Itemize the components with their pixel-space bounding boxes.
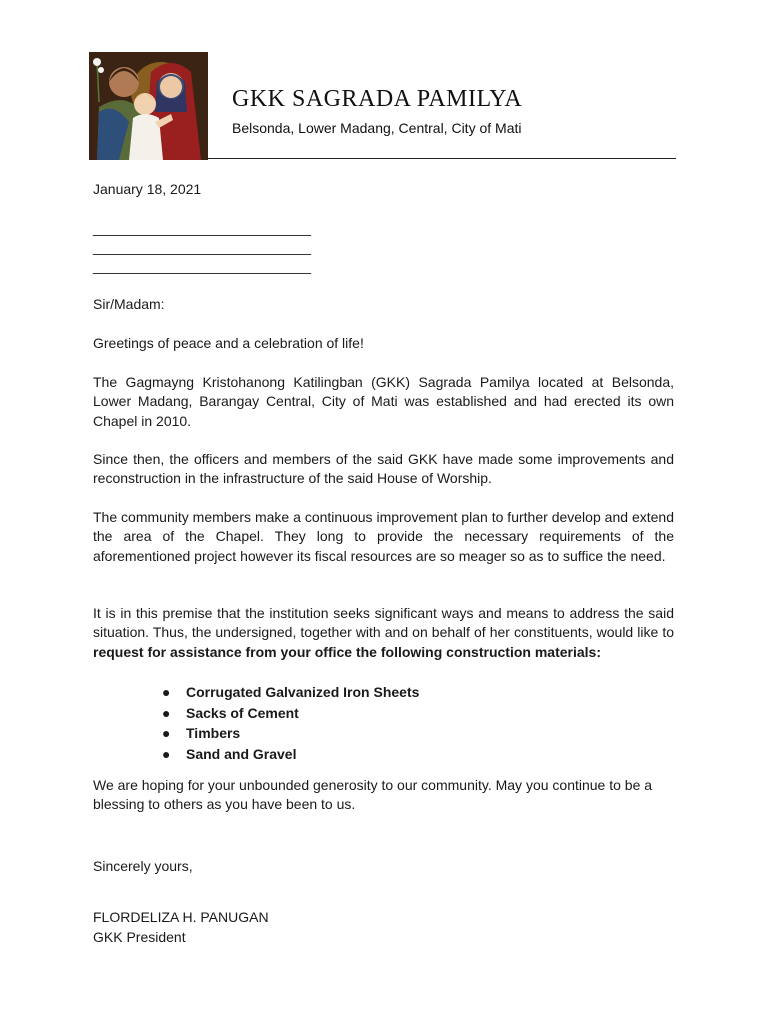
bullet-icon: ● [162, 684, 171, 700]
request-text: It is in this premise that the institution seeks significant ways and means to address the said situation. Thus, the undersigned, together with and on behalf of her constituents, would like to [93, 605, 674, 641]
list-item [150, 703, 419, 724]
bullet-icon: ● [162, 704, 171, 721]
signatory-title: GKK President [93, 929, 186, 945]
material-label: Timbers [186, 725, 241, 741]
recipient-block [93, 219, 674, 276]
material-label: Sand and Gravel [186, 745, 297, 762]
paragraph-improvements: Since then, the officers and members of the said GKK have made some improvements and reconstruction in the infrastructure of the said House of Worship. [93, 451, 674, 487]
material-label: Corrugated Galvanized Iron Sheets [186, 684, 420, 700]
organization-name: GKK SAGRADA PAMILYA [232, 86, 523, 112]
recipient-blank-line: ____________________________ [93, 239, 312, 255]
list-item [150, 744, 419, 765]
organization-address: Belsonda, Lower Madang, Central, City of Mati [232, 120, 522, 136]
request-emphasis: request for assistance from your office the following construction materials: [93, 643, 601, 660]
header-divider [206, 158, 676, 159]
paragraph-request [93, 604, 674, 662]
paragraph-plan: The community members make a continuous improvement plan to further develop and extend the area of the Chapel. They long to provide the necessary requirements of the aforementioned project however its fiscal resources are so meager so as to suffice the need. [93, 509, 674, 564]
recipient-blank-line: ____________________________ [93, 220, 312, 236]
materials-list [150, 682, 419, 764]
list-item [150, 723, 419, 744]
greeting: Greetings of peace and a celebration of life! [93, 335, 364, 351]
bullet-icon: ● [162, 745, 171, 762]
material-label: Sacks of Cement [186, 704, 299, 721]
letter-date: January 18, 2021 [93, 181, 202, 197]
closing-paragraph: We are hoping for your unbounded generosity to our community. May you continue to be a blessing to others as you have been to us. [93, 777, 653, 813]
valediction: Sincerely yours, [93, 858, 193, 874]
signatory-name: FLORDELIZA H. PANUGAN [93, 909, 269, 925]
bullet-icon: ● [162, 725, 171, 741]
salutation: Sir/Madam: [93, 296, 165, 312]
paragraph-history: The Gagmayng Kristohanong Katilingban (GKK) Sagrada Pamilya located at Belsonda, Lower Madang, Barangay Central, City of Mati was established and had erected its own Chapel in 2010. [93, 374, 674, 429]
holy-family-image [89, 52, 208, 160]
recipient-blank-line: ____________________________ [93, 258, 312, 274]
list-item [150, 682, 419, 703]
